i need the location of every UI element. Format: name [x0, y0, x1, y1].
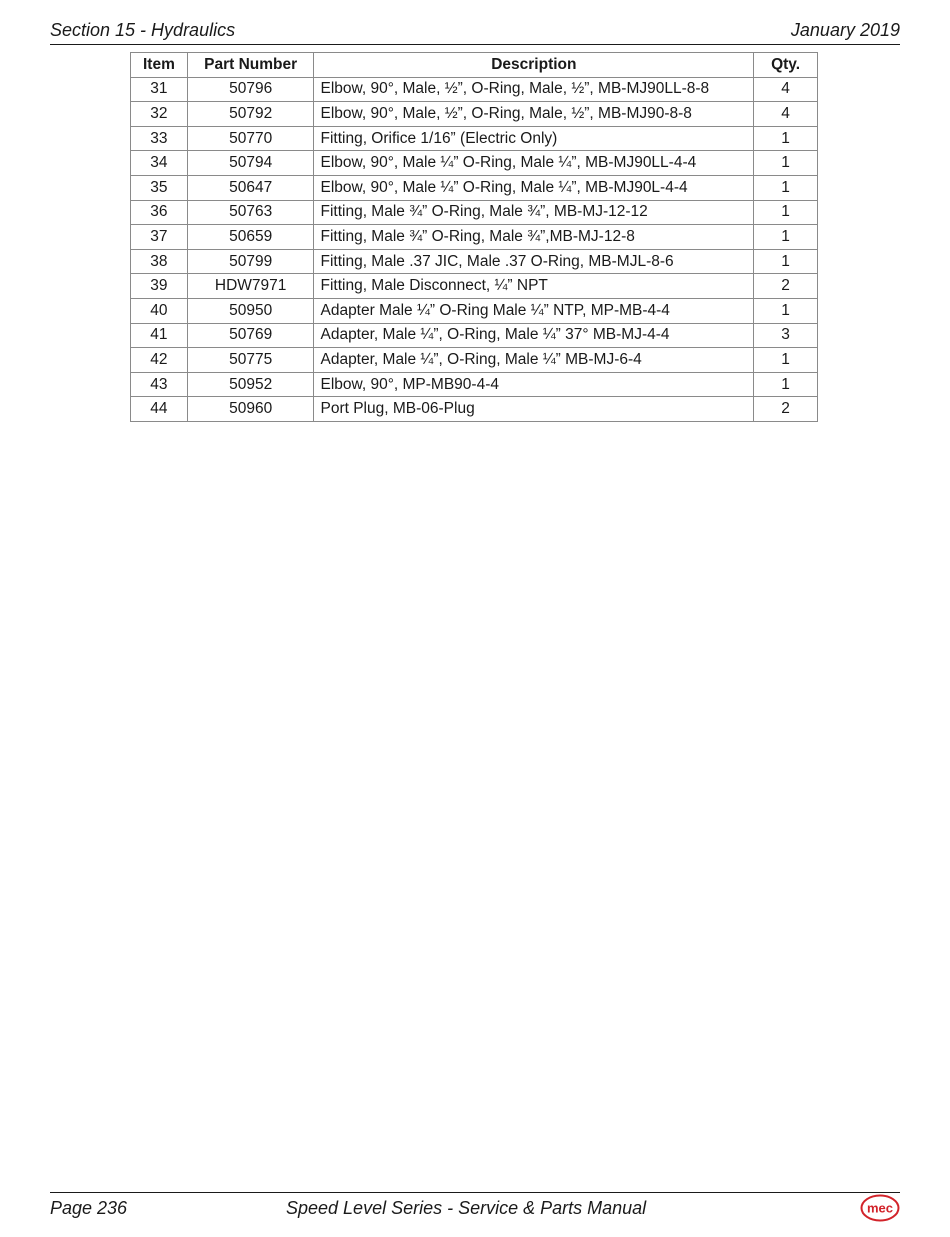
logo-text: mec — [866, 1200, 894, 1216]
cell-part-number: 50950 — [187, 298, 314, 323]
cell-part-number: 50770 — [187, 126, 314, 151]
cell-description: Adapter, Male ¼”, O-Ring, Male ¼” MB-MJ-6-4 — [314, 348, 754, 373]
header-date: January 2019 — [790, 20, 900, 40]
cell-item: 35 — [131, 175, 188, 200]
cell-qty: 4 — [754, 77, 818, 102]
table-row — [131, 225, 818, 250]
cell-part-number: 50763 — [187, 200, 314, 225]
table-row — [131, 200, 818, 225]
table-row — [131, 323, 818, 348]
cell-part-number: 50775 — [187, 348, 314, 373]
cell-qty: 1 — [754, 126, 818, 151]
cell-qty: 1 — [754, 348, 818, 373]
column-header-qty: Qty. — [754, 53, 818, 78]
table-row — [131, 249, 818, 274]
table-row — [131, 77, 818, 102]
cell-item: 38 — [131, 249, 188, 274]
table-row — [131, 175, 818, 200]
cell-item: 32 — [131, 102, 188, 127]
cell-qty: 1 — [754, 151, 818, 176]
cell-item: 42 — [131, 348, 188, 373]
column-header-item: Item — [131, 53, 188, 78]
cell-qty: 2 — [754, 274, 818, 299]
cell-qty: 4 — [754, 102, 818, 127]
parts-table — [130, 52, 818, 422]
cell-item: 34 — [131, 151, 188, 176]
cell-description: Adapter, Male ¼”, O-Ring, Male ¼” 37° MB-MJ-4-4 — [314, 323, 754, 348]
cell-part-number: 50659 — [187, 225, 314, 250]
table-row — [131, 151, 818, 176]
cell-qty: 3 — [754, 323, 818, 348]
cell-item: 44 — [131, 397, 188, 422]
column-header-part-number: Part Number — [187, 53, 314, 78]
cell-item: 39 — [131, 274, 188, 299]
cell-part-number: 50792 — [187, 102, 314, 127]
cell-part-number: HDW7971 — [187, 274, 314, 299]
cell-qty: 1 — [754, 298, 818, 323]
cell-description: Elbow, 90°, Male ¼” O-Ring, Male ¼”, MB-MJ90L-4-4 — [314, 175, 754, 200]
cell-description: Fitting, Male ¾” O-Ring, Male ¾”,MB-MJ-12-8 — [314, 225, 754, 250]
cell-item: 36 — [131, 200, 188, 225]
table-row — [131, 126, 818, 151]
cell-item: 40 — [131, 298, 188, 323]
cell-description: Port Plug, MB-06-Plug — [314, 397, 754, 422]
cell-description: Fitting, Male .37 JIC, Male .37 O-Ring, MB-MJL-8-6 — [314, 249, 754, 274]
cell-description: Fitting, Male Disconnect, ¼” NPT — [314, 274, 754, 299]
cell-part-number: 50799 — [187, 249, 314, 274]
cell-description: Fitting, Male ¾” O-Ring, Male ¾”, MB-MJ-12-12 — [314, 200, 754, 225]
mec-logo — [860, 1193, 900, 1223]
cell-item: 37 — [131, 225, 188, 250]
cell-qty: 1 — [754, 372, 818, 397]
parts-table-body — [131, 77, 818, 421]
page-footer — [50, 1192, 900, 1227]
page-number: Page 236 — [50, 1198, 128, 1218]
cell-description: Fitting, Orifice 1/16” (Electric Only) — [314, 126, 754, 151]
cell-item: 31 — [131, 77, 188, 102]
cell-description: Elbow, 90°, Male ¼” O-Ring, Male ¼”, MB-MJ90LL-4-4 — [314, 151, 754, 176]
cell-item: 43 — [131, 372, 188, 397]
table-row — [131, 274, 818, 299]
table-row — [131, 102, 818, 127]
cell-part-number: 50769 — [187, 323, 314, 348]
cell-part-number: 50960 — [187, 397, 314, 422]
cell-qty: 1 — [754, 225, 818, 250]
table-row — [131, 372, 818, 397]
cell-qty: 1 — [754, 249, 818, 274]
table-header-row — [131, 53, 818, 78]
cell-qty: 2 — [754, 397, 818, 422]
cell-description: Elbow, 90°, MP-MB90-4-4 — [314, 372, 754, 397]
cell-item: 33 — [131, 126, 188, 151]
table-row — [131, 298, 818, 323]
cell-description: Elbow, 90°, Male, ½”, O-Ring, Male, ½”, MB-MJ90-8-8 — [314, 102, 754, 127]
cell-description: Elbow, 90°, Male, ½”, O-Ring, Male, ½”, MB-MJ90LL-8-8 — [314, 77, 754, 102]
table-row — [131, 348, 818, 373]
table-row — [131, 397, 818, 422]
cell-part-number: 50796 — [187, 77, 314, 102]
column-header-description: Description — [314, 53, 754, 78]
manual-title: Speed Level Series - Service & Parts Manual — [286, 1198, 647, 1218]
cell-part-number: 50647 — [187, 175, 314, 200]
cell-qty: 1 — [754, 200, 818, 225]
page-header — [50, 20, 900, 45]
cell-part-number: 50794 — [187, 151, 314, 176]
cell-part-number: 50952 — [187, 372, 314, 397]
cell-item: 41 — [131, 323, 188, 348]
cell-qty: 1 — [754, 175, 818, 200]
cell-description: Adapter Male ¼” O-Ring Male ¼” NTP, MP-MB-4-4 — [314, 298, 754, 323]
section-title: Section 15 - Hydraulics — [50, 20, 236, 40]
